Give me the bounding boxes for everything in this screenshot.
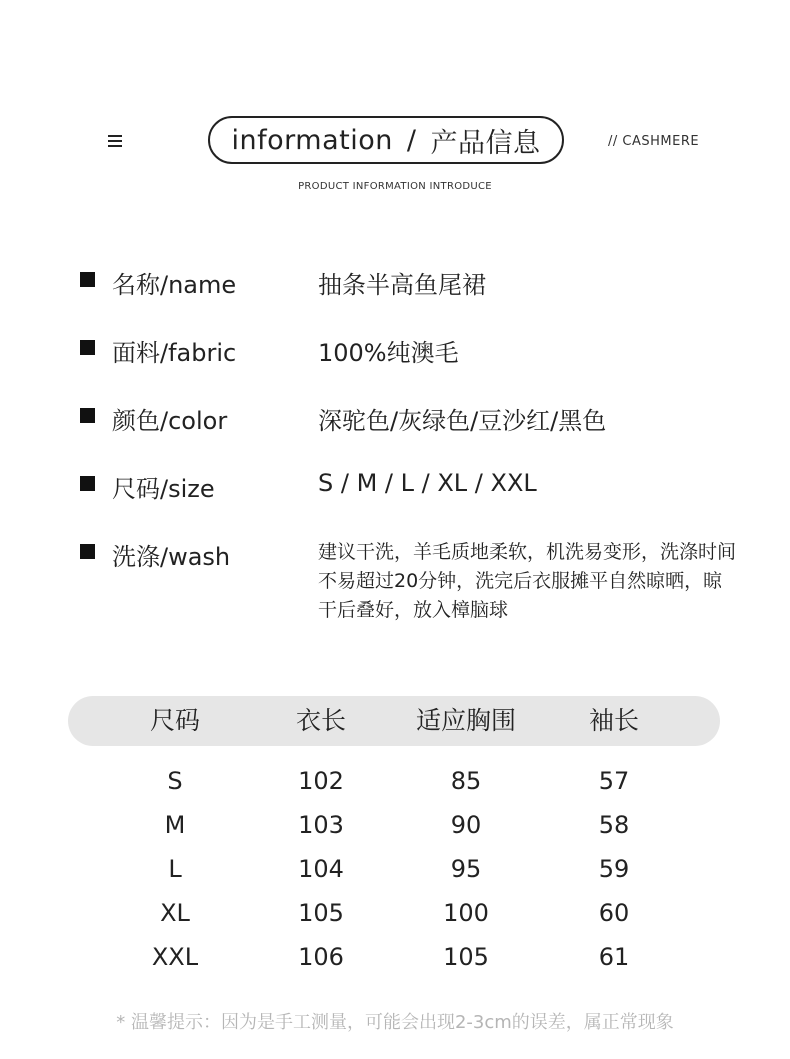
- page-title: [208, 116, 564, 164]
- table-cell: 61: [598, 943, 630, 971]
- page-subtitle: PRODUCT INFORMATION INTRODUCE: [298, 181, 492, 192]
- table-cell: 60: [598, 899, 630, 927]
- table-header-cell: 尺码: [149, 706, 200, 735]
- table-cell: 100: [443, 899, 489, 927]
- measurement-note: * 温馨提示：因为是手工测量，可能会出现2-3cm的误差，属正常现象: [116, 1012, 674, 1033]
- table-cell: 58: [598, 811, 630, 839]
- square-bullet-icon: [80, 408, 95, 423]
- table-cell: 105: [443, 943, 489, 971]
- table-header-cell: 衣长: [295, 706, 346, 735]
- info-label: 颜色/color: [112, 407, 228, 435]
- title-cn: 产品信息: [430, 127, 541, 159]
- table-header-cell: 袖长: [588, 706, 639, 735]
- info-label: 尺码/size: [112, 475, 215, 503]
- info-label: 名称/name: [112, 271, 237, 299]
- info-value: S / M / L / XL / XXL: [318, 469, 537, 497]
- info-value: 抽条半高鱼尾裙: [318, 271, 486, 299]
- table-cell: S: [167, 767, 183, 795]
- info-value: 100%纯澳毛: [318, 339, 459, 367]
- title-en: information: [231, 124, 393, 156]
- brand-tag: // CASHMERE: [608, 134, 700, 149]
- square-bullet-icon: [80, 544, 95, 559]
- table-cell: 103: [298, 811, 344, 839]
- info-label: 洗涤/wash: [112, 543, 231, 571]
- table-cell: XL: [160, 899, 190, 927]
- table-cell: 85: [450, 767, 482, 795]
- table-cell: M: [164, 811, 186, 839]
- table-cell: L: [168, 855, 182, 883]
- size-table-header: [68, 696, 720, 746]
- table-cell: XXL: [151, 943, 199, 971]
- square-bullet-icon: [80, 476, 95, 491]
- menu-icon: [108, 135, 122, 147]
- table-cell: 104: [298, 855, 344, 883]
- info-value: 建议干洗，羊毛质地柔软，机洗易变形，洗涤时间不易超过20分钟，洗完后衣服摊平自然晾晒，晾干后叠好，放入樟脑球: [318, 541, 737, 621]
- square-bullet-icon: [80, 340, 95, 355]
- table-cell: 90: [450, 811, 482, 839]
- table-cell: 57: [598, 767, 630, 795]
- table-cell: 106: [298, 943, 344, 971]
- square-bullet-icon: [80, 272, 95, 287]
- info-value: 深驼色/灰绿色/豆沙红/黑色: [318, 407, 607, 435]
- info-label: 面料/fabric: [112, 339, 237, 367]
- table-cell: 102: [298, 767, 344, 795]
- table-header-cell: 适应胸围: [415, 706, 516, 735]
- table-cell: 105: [298, 899, 344, 927]
- title-separator: /: [406, 124, 417, 156]
- table-cell: 59: [598, 855, 630, 883]
- table-cell: 95: [450, 855, 482, 883]
